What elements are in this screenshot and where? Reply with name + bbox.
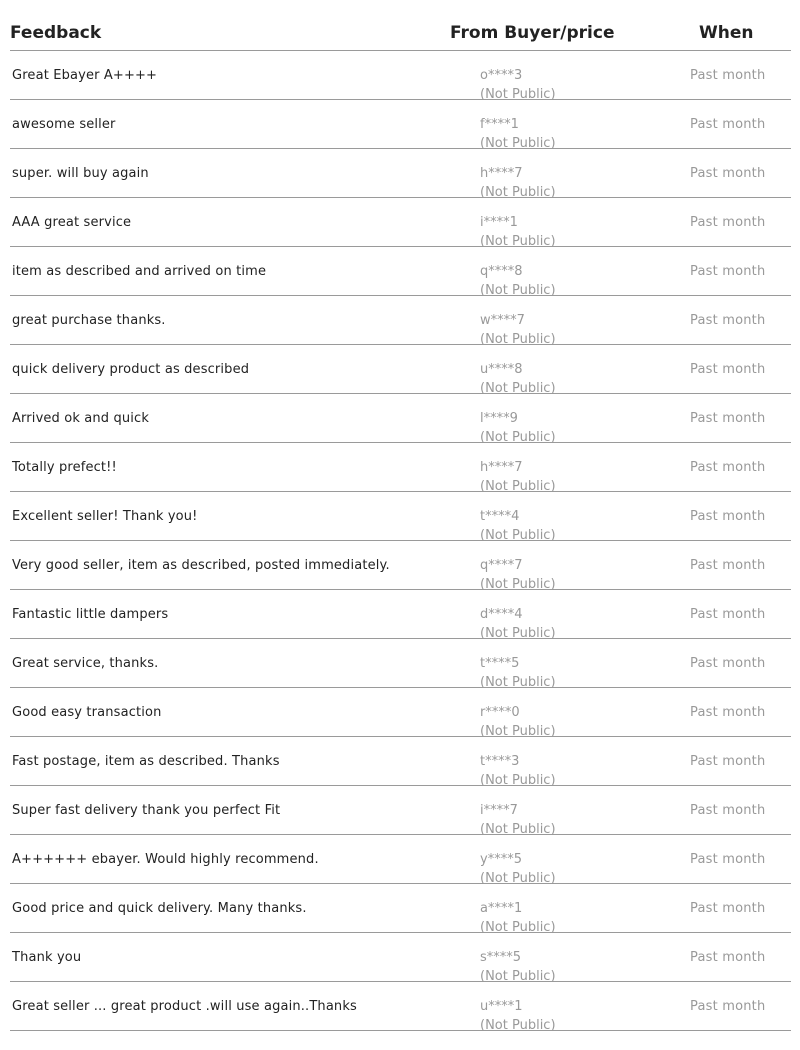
table-row xyxy=(10,100,791,149)
when-value: Past month xyxy=(690,754,766,769)
when-value: Past month xyxy=(690,117,766,132)
price-value: (Not Public) xyxy=(480,724,556,739)
feedback-comment: Excellent seller! Thank you! xyxy=(12,509,198,524)
when-value: Past month xyxy=(690,705,766,720)
when-value: Past month xyxy=(690,656,766,671)
buyer-id: y****5 xyxy=(480,852,522,867)
price-value: (Not Public) xyxy=(480,822,556,837)
feedback-comment: great purchase thanks. xyxy=(12,313,166,328)
price-value: (Not Public) xyxy=(480,675,556,690)
table-row xyxy=(10,982,791,1031)
feedback-comment: Fantastic little dampers xyxy=(12,607,169,622)
price-value: (Not Public) xyxy=(480,577,556,592)
price-value: (Not Public) xyxy=(480,136,556,151)
table-row xyxy=(10,737,791,786)
table-row xyxy=(10,296,791,345)
table-row xyxy=(10,884,791,933)
when-value: Past month xyxy=(690,852,766,867)
when-value: Past month xyxy=(690,264,766,279)
when-value: Past month xyxy=(690,558,766,573)
table-row xyxy=(10,639,791,688)
table-row xyxy=(10,835,791,884)
feedback-comment: Great seller ... great product .will use again..Thanks xyxy=(12,999,357,1014)
price-value: (Not Public) xyxy=(480,871,556,886)
price-value: (Not Public) xyxy=(480,920,556,935)
feedback-comment: A++++++ ebayer. Would highly recommend. xyxy=(12,852,319,867)
feedback-rows xyxy=(10,51,791,1031)
feedback-comment: AAA great service xyxy=(12,215,132,230)
price-value: (Not Public) xyxy=(480,234,556,249)
buyer-id: w****7 xyxy=(480,313,525,328)
when-value: Past month xyxy=(690,999,766,1014)
table-row xyxy=(10,198,791,247)
table-row xyxy=(10,51,791,100)
table-row xyxy=(10,247,791,296)
when-value: Past month xyxy=(690,607,766,622)
price-value: (Not Public) xyxy=(480,626,556,641)
price-value: (Not Public) xyxy=(480,1018,556,1033)
table-row xyxy=(10,933,791,982)
buyer-id: l****9 xyxy=(480,411,518,426)
when-value: Past month xyxy=(690,215,766,230)
feedback-comment: Good price and quick delivery. Many thanks. xyxy=(12,901,307,916)
buyer-id: q****7 xyxy=(480,558,523,573)
when-value: Past month xyxy=(690,166,766,181)
when-value: Past month xyxy=(690,901,766,916)
buyer-id: o****3 xyxy=(480,68,523,83)
feedback-comment: Great service, thanks. xyxy=(12,656,159,671)
feedback-comment: Fast postage, item as described. Thanks xyxy=(12,754,280,769)
price-value: (Not Public) xyxy=(480,283,556,298)
table-row xyxy=(10,149,791,198)
column-header-feedback: Feedback xyxy=(10,23,102,43)
feedback-comment: Great Ebayer A++++ xyxy=(12,68,158,83)
when-value: Past month xyxy=(690,313,766,328)
buyer-id: t****5 xyxy=(480,656,520,671)
feedback-comment: Totally prefect!! xyxy=(12,460,117,475)
buyer-id: t****3 xyxy=(480,754,520,769)
table-row xyxy=(10,345,791,394)
buyer-id: i****1 xyxy=(480,215,518,230)
when-value: Past month xyxy=(690,803,766,818)
feedback-comment: Arrived ok and quick xyxy=(12,411,150,426)
when-value: Past month xyxy=(690,460,766,475)
feedback-comment: Very good seller, item as described, posted immediately. xyxy=(12,558,390,573)
price-value: (Not Public) xyxy=(480,381,556,396)
buyer-id: h****7 xyxy=(480,460,523,475)
feedback-table xyxy=(10,14,791,1031)
when-value: Past month xyxy=(690,411,766,426)
table-row xyxy=(10,688,791,737)
feedback-comment: Super fast delivery thank you perfect Fit xyxy=(12,803,281,818)
column-header-when: When xyxy=(699,23,754,43)
price-value: (Not Public) xyxy=(480,773,556,788)
when-value: Past month xyxy=(690,509,766,524)
price-value: (Not Public) xyxy=(480,430,556,445)
table-row xyxy=(10,492,791,541)
price-value: (Not Public) xyxy=(480,332,556,347)
table-row xyxy=(10,590,791,639)
when-value: Past month xyxy=(690,950,766,965)
buyer-id: h****7 xyxy=(480,166,523,181)
feedback-comment: awesome seller xyxy=(12,117,116,132)
feedback-comment: Good easy transaction xyxy=(12,705,162,720)
buyer-id: a****1 xyxy=(480,901,523,916)
buyer-id: r****0 xyxy=(480,705,520,720)
price-value: (Not Public) xyxy=(480,185,556,200)
when-value: Past month xyxy=(690,68,766,83)
feedback-comment: Thank you xyxy=(12,950,82,965)
feedback-comment: item as described and arrived on time xyxy=(12,264,267,279)
when-value: Past month xyxy=(690,362,766,377)
buyer-id: i****7 xyxy=(480,803,518,818)
buyer-id: d****4 xyxy=(480,607,523,622)
table-row xyxy=(10,541,791,590)
buyer-id: u****1 xyxy=(480,999,523,1014)
price-value: (Not Public) xyxy=(480,479,556,494)
buyer-id: s****5 xyxy=(480,950,522,965)
buyer-id: q****8 xyxy=(480,264,523,279)
buyer-id: u****8 xyxy=(480,362,523,377)
column-header-from-buyer-price: From Buyer/price xyxy=(450,23,615,43)
buyer-id: f****1 xyxy=(480,117,519,132)
table-header xyxy=(10,14,791,51)
table-row xyxy=(10,443,791,492)
feedback-comment: quick delivery product as described xyxy=(12,362,250,377)
feedback-comment: super. will buy again xyxy=(12,166,149,181)
price-value: (Not Public) xyxy=(480,87,556,102)
price-value: (Not Public) xyxy=(480,528,556,543)
table-row xyxy=(10,786,791,835)
price-value: (Not Public) xyxy=(480,969,556,984)
table-row xyxy=(10,394,791,443)
buyer-id: t****4 xyxy=(480,509,520,524)
